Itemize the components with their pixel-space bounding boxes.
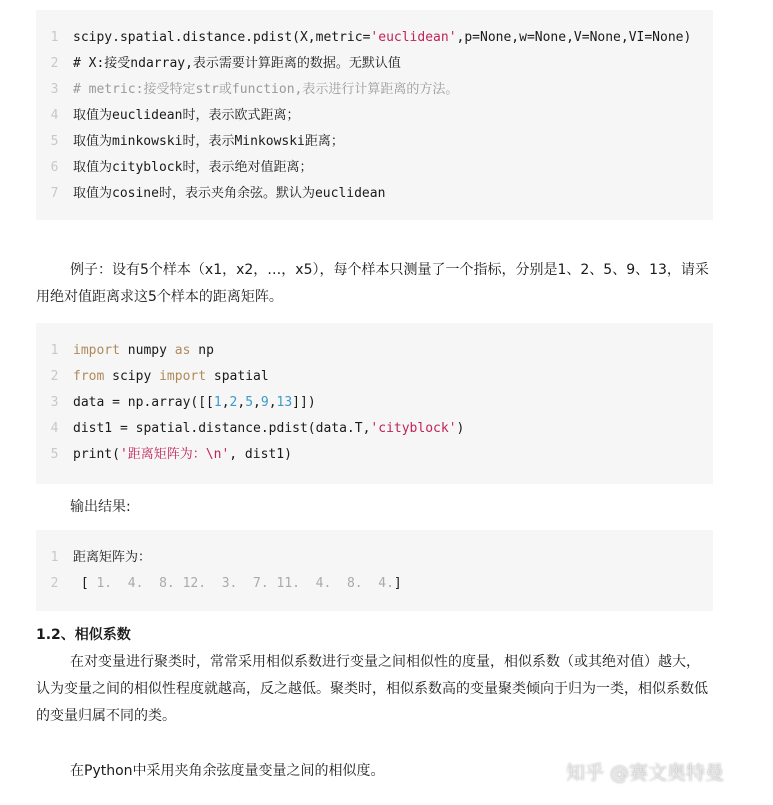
code-line <box>36 571 713 597</box>
line-number: 7 <box>50 186 59 201</box>
code-token: 'cityblock' <box>370 421 457 436</box>
code-line <box>36 77 713 103</box>
line-number: 3 <box>50 395 59 410</box>
code-token: [ <box>73 576 97 591</box>
code-token: 9 <box>260 395 269 410</box>
watermark: 知乎 @赛文奥特曼 <box>566 762 725 784</box>
code-token: , <box>237 395 246 410</box>
code-token: ]]) <box>292 395 316 410</box>
code-token: , <box>253 395 261 410</box>
section-paragraph: 在对变量进行聚类时，常常采用相似系数进行变量之间相似性的度量，相似系数（或其绝对值）越大，认为变量之间的相似性程度就越高，反之越低。聚类时，相似系数高的变量聚类倾向于归为一类，相似系数低的变量归属不同的类。 <box>36 654 708 724</box>
code-token: import <box>159 369 207 384</box>
code-block-pdist <box>36 10 713 220</box>
code-token: import <box>73 343 120 358</box>
line-number: 1 <box>50 30 59 45</box>
code-line <box>36 51 713 77</box>
code-line <box>36 25 713 51</box>
code-token: print( <box>73 447 120 462</box>
code-line <box>36 442 713 468</box>
code-token: numpy <box>119 343 175 358</box>
code-token: , dist1) <box>229 447 292 462</box>
code-token: 1. 4. 8. 12. 3. 7. 11. 4. 8. 4. <box>96 576 394 591</box>
code-token: 1 <box>213 395 222 410</box>
code-token: spatial <box>206 369 269 384</box>
line-number: 6 <box>50 160 59 175</box>
code-token: data = np.array([[ <box>73 395 214 410</box>
code-token: from <box>73 369 105 384</box>
line-number: 2 <box>50 56 59 71</box>
code-token: 'euclidean' <box>370 30 457 45</box>
code-line <box>36 129 713 155</box>
code-token: ) <box>456 421 465 436</box>
code-token: ,p=None,w=None,V=None,VI=None) <box>456 30 692 45</box>
python-paragraph: 在Python中采用夹角余弦度量变量之间的相似度。 <box>70 763 385 779</box>
line-number: 5 <box>50 447 59 462</box>
code-line <box>36 338 713 364</box>
code-block-example <box>36 323 713 484</box>
code-token: 取值为cityblock时，表示绝对值距离； <box>73 160 313 175</box>
code-line <box>36 416 713 442</box>
code-token: scipy <box>104 369 160 384</box>
section-heading: 1.2、相似系数 <box>36 627 131 643</box>
code-token: 距离矩阵为： <box>73 550 152 565</box>
line-number: 1 <box>50 550 59 565</box>
code-token: np <box>190 343 214 358</box>
line-number: 4 <box>50 108 59 123</box>
line-number: 1 <box>50 343 59 358</box>
line-number: 5 <box>50 134 59 149</box>
code-token: , <box>268 395 277 410</box>
example-paragraph: 例子：设有5个样本（x1，x2，…，x5），每个样本只测量了一个指标，分别是1、2、5、9、13，请采用绝对值距离求这5个样本的距离矩阵。 <box>36 262 709 305</box>
code-token: , <box>221 395 230 410</box>
code-token: '距离矩阵为：\n' <box>119 447 230 462</box>
code-token: 取值为euclidean时，表示欧式距离； <box>73 108 300 123</box>
code-line <box>36 364 713 390</box>
code-line <box>36 390 713 416</box>
code-token: dist1 = spatial.distance.pdist(data.T, <box>73 421 371 436</box>
code-token: 5 <box>245 395 254 410</box>
line-number: 3 <box>50 82 59 97</box>
code-line <box>36 181 713 207</box>
code-line <box>36 545 713 571</box>
line-number: 4 <box>50 421 59 436</box>
code-token: # X:接受ndarray,表示需要计算距离的数据。无默认值 <box>73 56 401 71</box>
code-token: as <box>174 343 191 358</box>
code-token: 2 <box>229 395 238 410</box>
code-token: scipy.spatial.distance.pdist(X,metric= <box>73 30 371 45</box>
code-token: 取值为cosine时，表示夹角余弦。默认为euclidean <box>73 186 386 201</box>
code-token: # metric:接受特定str或function,表示进行计算距离的方法。 <box>73 82 459 97</box>
line-number: 2 <box>50 576 59 591</box>
line-number: 2 <box>50 369 59 384</box>
code-block-output <box>36 530 713 611</box>
code-token: 取值为minkowski时，表示Minkowski距离； <box>73 134 344 149</box>
code-token: 13 <box>276 395 293 410</box>
output-label: 输出结果: <box>70 499 131 515</box>
code-line <box>36 155 713 181</box>
code-line <box>36 103 713 129</box>
code-token: ] <box>393 576 402 591</box>
